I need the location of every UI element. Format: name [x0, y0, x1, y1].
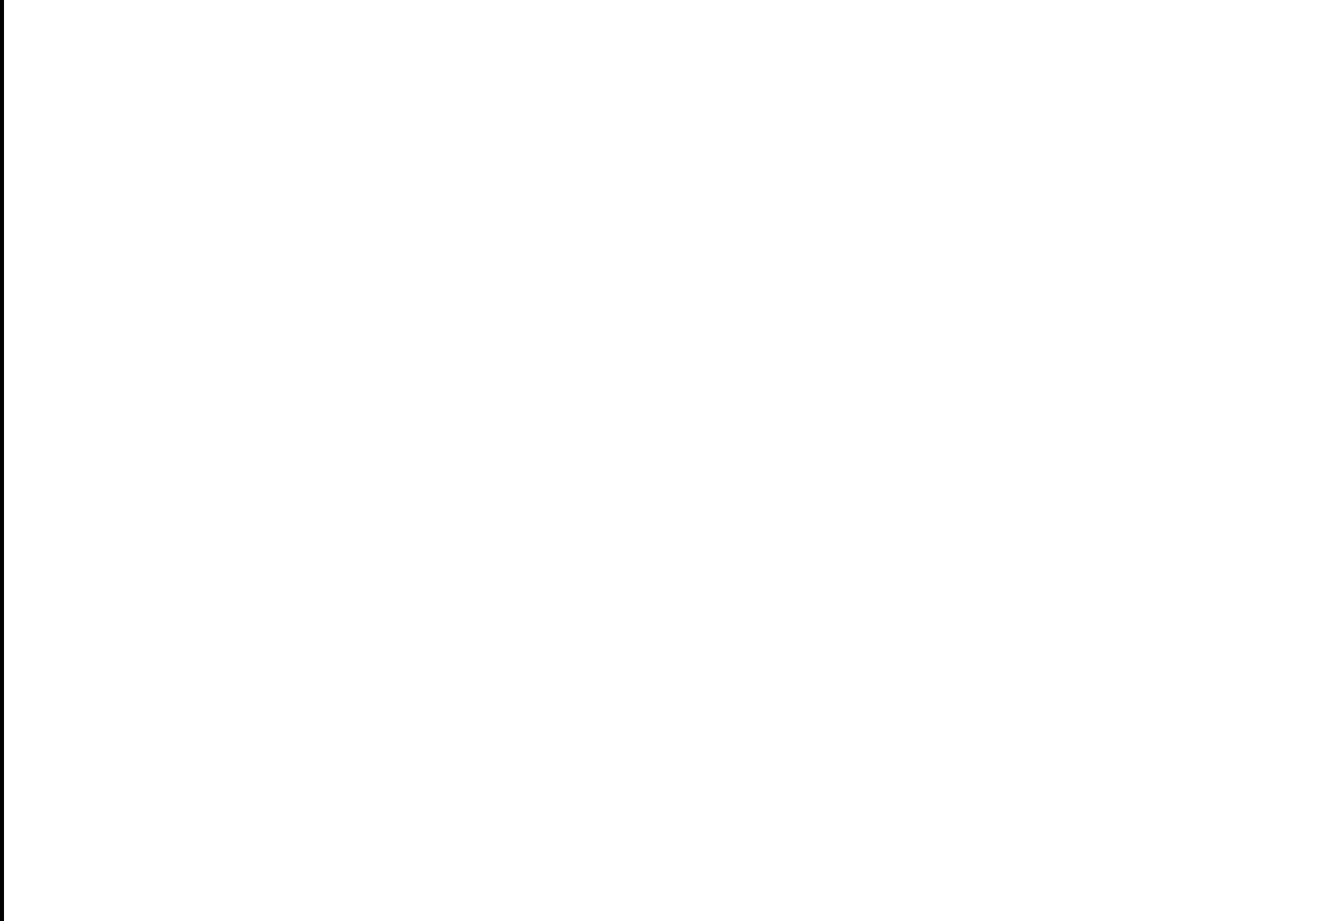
left-border — [0, 0, 4, 921]
